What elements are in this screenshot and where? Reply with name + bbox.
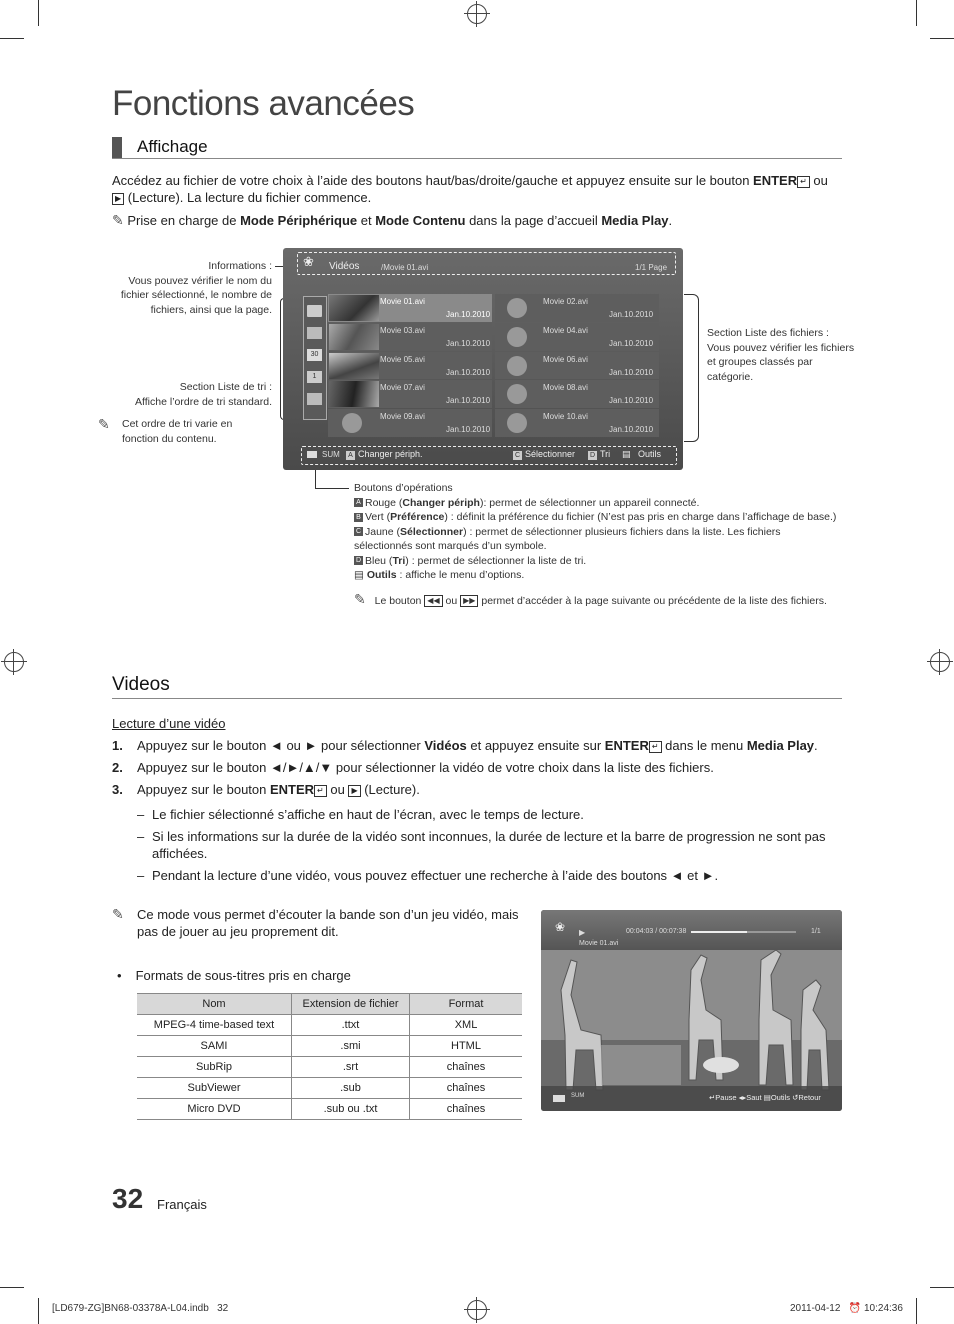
fast-forward-icon: ▶▶ <box>460 595 478 607</box>
video-category-icon: ❀ <box>303 254 314 269</box>
video-category-icon: ❀ <box>555 920 566 934</box>
genre-sort-icon[interactable] <box>307 327 322 339</box>
file-date: Jan.10.2010 <box>609 396 654 405</box>
file-name: Movie 06.avi <box>543 355 588 364</box>
film-reel-icon <box>507 298 527 318</box>
table-row: SAMI .smi HTML <box>137 1036 522 1057</box>
callout-files: Section Liste des fichiers : Vous pouvez vérifier les fichiers et groupes classés par catégorie. <box>707 327 855 383</box>
player-controls <box>709 1093 821 1102</box>
tools-button[interactable]: Outils <box>638 449 662 459</box>
file-name: Movie 05.avi <box>380 355 425 364</box>
rewind-icon: ◀◀ <box>424 595 442 607</box>
file-item[interactable] <box>495 323 659 351</box>
registration-mark-icon <box>930 652 950 672</box>
folder-sort-icon[interactable] <box>307 305 322 317</box>
step-2: 2. Appuyez sur le bouton ◄/►/▲/▼ pour sélectionner la vidéo de votre choix dans la liste des fichiers. <box>112 760 714 775</box>
play-state-icon: ▶ <box>579 928 586 937</box>
tools-icon: ▤ <box>622 449 631 459</box>
file-date: Jan.10.2010 <box>609 368 654 377</box>
button-d[interactable]: D <box>589 452 596 459</box>
crop-mark <box>0 1287 24 1288</box>
video-thumbnail <box>329 381 379 407</box>
crop-mark <box>38 0 39 26</box>
callout-bracket <box>684 294 699 442</box>
section-heading-affichage: Affichage <box>137 137 208 156</box>
note-pencil-icon: ✎ <box>354 591 366 607</box>
dash-item: – Pendant la lecture d’une vidéo, vous pouvez effectuer une recherche à l’aide des boutons ◄ et ►. <box>137 868 719 883</box>
enter-icon: ↵ <box>314 785 327 797</box>
page-skip-note: ✎ Le bouton ◀◀ ou ▶▶ permet d’accéder à la page suivante ou précédente de la liste des fichiers. <box>354 591 827 607</box>
skip-button[interactable]: Saut <box>746 1093 762 1102</box>
dash-item: – Le fichier sélectionné s’affiche en haut de l’écran, avec le temps de lecture. <box>137 807 584 822</box>
file-name: Movie 04.avi <box>543 326 588 335</box>
callout-info: Informations : Vous pouvez vérifier le nom du fichier sélectionné, le nombre de fichiers, ainsi que la page. <box>120 260 272 316</box>
file-path: /Movie 01.avi <box>381 263 429 272</box>
film-reel-icon <box>507 356 527 376</box>
section-marker <box>112 137 122 158</box>
return-button[interactable]: Retour <box>798 1093 821 1102</box>
file-date: Jan.10.2010 <box>446 310 491 319</box>
table-header: Extension de fichier <box>292 994 410 1015</box>
file-item[interactable] <box>495 352 659 379</box>
sort-button[interactable]: Tri <box>600 449 611 459</box>
file-item[interactable] <box>328 352 492 379</box>
play-icon: ▶ <box>112 193 124 205</box>
dash-item: – Si les informations sur la durée de la vidéo sont inconnues, la durée de lecture et la barre de progression ne sont pas affichées. <box>137 829 826 861</box>
file-list <box>328 294 660 438</box>
file-date: Jan.10.2010 <box>609 310 654 319</box>
file-name: Movie 10.avi <box>543 412 588 421</box>
section-rule <box>112 158 842 159</box>
enter-icon: ↵ <box>797 176 810 188</box>
sum-label: SUM <box>322 450 340 459</box>
file-date: Jan.10.2010 <box>446 339 491 348</box>
crop-mark <box>916 0 917 26</box>
play-icon: ▶ <box>348 785 360 797</box>
video-thumbnail <box>329 353 379 379</box>
registration-mark-icon <box>467 1300 487 1320</box>
select-button[interactable]: Sélectionner <box>525 449 576 459</box>
date-sort-icon[interactable]: 30 <box>307 349 322 361</box>
file-date: Jan.10.2010 <box>446 396 491 405</box>
section-heading-videos: Videos <box>112 674 170 695</box>
playing-file-name: Movie 01.avi <box>579 940 619 947</box>
sum-icon <box>307 451 317 458</box>
subtitle-formats-bullet: • Formats de sous-titres pris en charge <box>117 968 351 983</box>
file-name: Movie 08.avi <box>543 383 588 392</box>
video-thumbnail <box>329 324 379 350</box>
file-name: Movie 01.avi <box>380 297 425 306</box>
table-header: Nom <box>137 994 292 1015</box>
callout-line <box>315 488 349 489</box>
language-label: Français <box>157 1197 207 1212</box>
file-date: Jan.10.2010 <box>609 425 654 434</box>
file-item[interactable] <box>495 294 659 322</box>
film-reel-icon <box>507 384 527 404</box>
registration-mark-icon <box>4 652 24 672</box>
table-row: SubRip .srt chaînes <box>137 1057 522 1078</box>
table-header: Format <box>410 994 523 1015</box>
file-name: Movie 02.avi <box>543 297 588 306</box>
subtitle-formats-table <box>137 993 522 1120</box>
tools-icon: ▤ <box>763 1093 771 1102</box>
file-item[interactable] <box>495 409 659 437</box>
sum-icon <box>553 1095 565 1102</box>
category-label: Vidéos <box>329 261 360 272</box>
playback-time: 00:04:03 / 00:07:38 <box>626 928 687 935</box>
note-pencil-icon: ✎ <box>112 212 124 228</box>
print-footer-right: 2011-04-12 ⏰ 10:24:36 <box>790 1303 903 1314</box>
page-title: Fonctions avancées <box>112 84 415 123</box>
progress-fill <box>691 931 747 933</box>
change-device-button[interactable]: Changer périph. <box>358 449 423 459</box>
tools-icon: ▤ <box>354 569 364 581</box>
crop-mark <box>930 38 954 39</box>
file-name: Movie 07.avi <box>380 383 425 392</box>
table-row: SubViewer .sub chaînes <box>137 1078 522 1099</box>
sort-list <box>303 296 327 420</box>
subheading-lecture: Lecture d’une vidéo <box>112 716 226 731</box>
file-item[interactable] <box>495 380 659 408</box>
page-indicator: 1/1 Page <box>635 263 668 272</box>
enter-icon: ↵ <box>649 741 662 753</box>
file-date: Jan.10.2010 <box>609 339 654 348</box>
tools-button[interactable]: Outils <box>770 1093 790 1102</box>
page-number: 32 <box>112 1183 144 1214</box>
file-date: Jan.10.2010 <box>446 425 491 434</box>
callout-sort-note: ✎ Cet ordre de tri varie en fonction du contenu. <box>98 416 233 445</box>
step-1: 1. Appuyez sur le bouton ◄ ou ► pour sélectionner Vidéos et appuyez ensuite sur ENTER ↵ dans le menu Media Play. <box>112 738 818 753</box>
file-item[interactable] <box>328 323 492 351</box>
print-footer-left: [LD679-ZG]BN68-03378A-L04.indb 32 <box>52 1303 229 1314</box>
file-name: Movie 03.avi <box>380 326 425 335</box>
pause-button[interactable]: Pause <box>715 1093 737 1102</box>
callout-line <box>315 470 316 488</box>
note-pencil-icon: ✎ <box>112 906 124 922</box>
table-row: Micro DVD .sub ou .txt chaînes <box>137 1099 522 1120</box>
return-icon: ↺ <box>792 1093 799 1102</box>
registration-mark-icon <box>467 4 487 24</box>
file-item[interactable] <box>328 294 492 322</box>
film-reel-icon <box>342 413 362 433</box>
note-pencil-icon: ✎ <box>98 416 110 432</box>
file-item[interactable] <box>328 409 492 437</box>
file-item[interactable] <box>328 380 492 408</box>
file-count: 1/1 <box>811 928 821 935</box>
sum-label: SUM <box>571 1093 585 1099</box>
step-3: 3. Appuyez sur le bouton ENTER ↵ ou ▶ (Lecture). <box>112 782 420 797</box>
game-audio-note: ✎ Ce mode vous permet d’écouter la bande son d’un jeu vidéo, mais pas de jouer au jeu proprement dit. <box>112 906 519 939</box>
operation-buttons-description: Boutons d’opérations A Rouge (Changer périph): permet de sélectionner un appareil connecté. B Vert (Préférence) : définit la préférence du fichier (N’est pas pris en charge dans l’affichage de base.) C Jaune (Sélectionner) : permet de sélectionner plusieurs fichiers dans la liste. Les fichiers sélectionnés sont marqués d’un symbole. D Bleu (Tri) : permet de sélectionner la liste de tri. ▤ Outils : affiche le menu d’options. <box>354 482 837 581</box>
crop-mark <box>38 1298 39 1324</box>
note-mode: ✎ Prise en charge de Mode Périphérique et Mode Contenu dans la page d’accueil Media Play. <box>112 212 673 228</box>
operation-bar <box>301 446 677 465</box>
crop-mark <box>916 1298 917 1324</box>
media-play-screen <box>283 248 683 470</box>
video-thumbnail <box>329 295 379 321</box>
enter-icon: ↵ <box>709 1093 716 1102</box>
button-c[interactable]: C <box>514 452 521 459</box>
table-row: MPEG-4 time-based text .ttxt XML <box>137 1015 522 1036</box>
file-date: Jan.10.2010 <box>446 368 491 377</box>
crop-mark <box>930 1287 954 1288</box>
intro-paragraph: Accédez au fichier de votre choix à l’aide des boutons haut/bas/droite/gauche et appuyez ensuite sur le bouton ENTER ↵ ou ▶ (Lecture). La lecture du fichier commence. <box>112 173 828 205</box>
film-reel-icon <box>507 413 527 433</box>
left-right-icon: ◂▸ <box>738 1093 747 1102</box>
button-a[interactable]: A <box>346 451 355 460</box>
section-rule <box>112 698 842 699</box>
video-player-screen <box>541 910 842 1111</box>
file-name: Movie 09.avi <box>380 412 425 421</box>
crop-mark <box>0 38 24 39</box>
preference-sort-icon[interactable] <box>307 393 322 405</box>
film-reel-icon <box>507 327 527 347</box>
progress-track[interactable] <box>691 931 796 933</box>
title-sort-icon[interactable]: 1 <box>307 371 322 383</box>
callout-sort: Section Liste de tri : Affiche l’ordre de tri standard. <box>135 381 272 408</box>
